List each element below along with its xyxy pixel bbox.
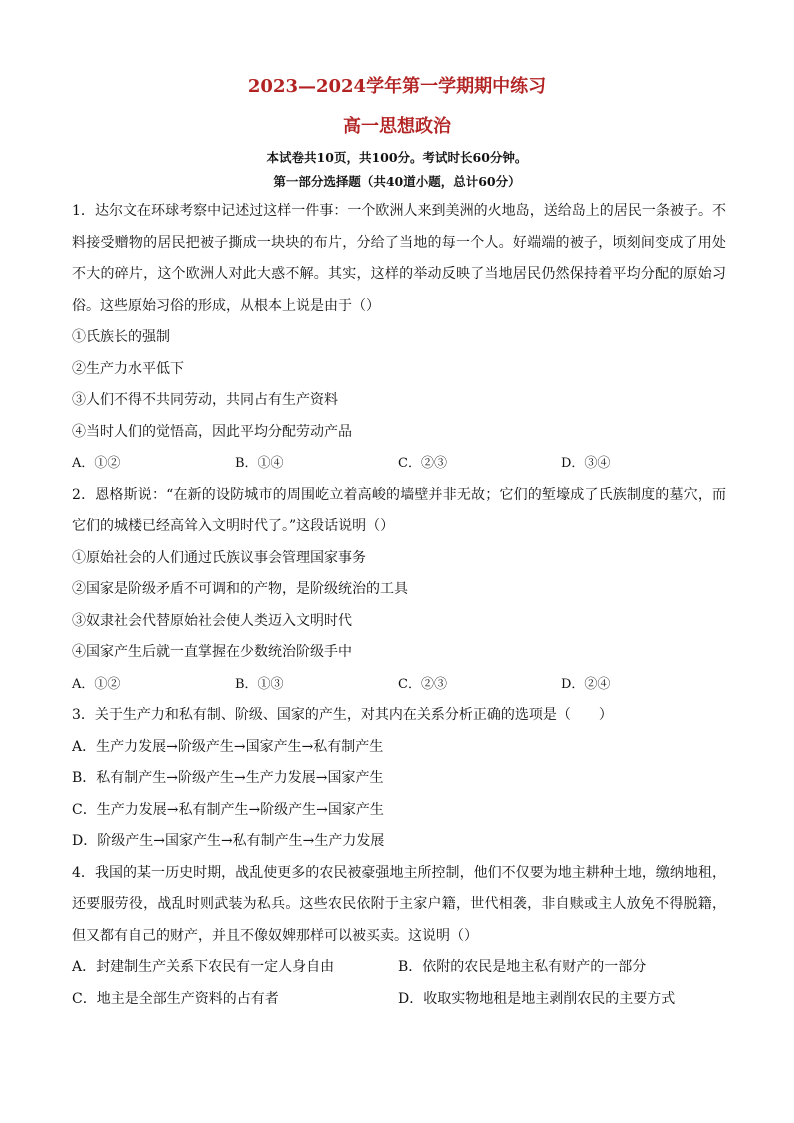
part-heading: 第一部分选择题（共40道小题，总计60分） [273,174,521,189]
option-b: B．①③ [235,676,284,692]
exam-info: 本试卷共10页，共100分。考试时长60分钟。 [266,150,528,165]
question-2 [72,480,726,701]
statement: ①氏族长的强制 [72,329,170,345]
option-d: D．阶级产生→国家产生→私有制产生→生产力发展 [72,833,385,849]
option-c: C．生产力发展→私有制产生→阶级产生→国家产生 [72,801,384,818]
option-d: D．②④ [561,676,611,692]
exam-title: 2023—2024学年第一学期期中练习 [247,76,547,97]
question-1 [72,196,726,480]
question-list [72,196,726,1015]
subject-title: 高一思想政治 [343,116,451,137]
statement: ④国家产生后就一直掌握在少数统治阶级手中 [72,644,352,660]
question-stem: 2．恩格斯说：“在新的设防城市的周围屹立着高峻的墙壁并非无故；它们的堑壕成了氏族制度的墓穴，而它们的城楼已经高耸入文明时代了。”这段话说明（） [72,486,726,534]
option-d: D．③④ [561,456,611,471]
option-grid [72,952,726,1015]
statement: ③奴隶社会代替原始社会使人类迈入文明时代 [72,612,352,629]
option-d: D．收取实物地租是地主剥削农民的主要方式 [398,990,676,1007]
question-stem: 4．我国的某一历史时期，战乱使更多的农民被豪强地主所控制，他们不仅要为地主耕种土地，缴纳地租，还要服劳役，战乱时则武装为私兵。这些农民依附于主家户籍，世代相袭，非自赎或主人放免不得脱籍，但又都有自己的财产，并且不像奴婢那样可以被买卖。这说明（） [72,864,726,944]
option-b: B．①④ [235,456,284,471]
question-3 [72,700,726,858]
statement: ①原始社会的人们通过氏族议事会管理国家事务 [72,549,366,566]
option-row [72,669,726,701]
option-b: B．私有制产生→阶级产生→生产力发展→国家产生 [72,770,384,786]
statement: ④当时人们的觉悟高，因此平均分配劳动产品 [72,423,352,440]
option-b: B．依附的农民是地主私有财产的一部分 [398,959,647,975]
question-4 [72,858,726,1016]
option-a: A．生产力发展→阶级产生→国家产生→私有制产生 [72,738,384,755]
statement: ③人们不得不共同劳动，共同占有生产资料 [72,392,338,408]
question-stem: 1．达尔文在环球考察中记述过这样一件事：一个欧洲人来到美洲的火地岛，送给岛上的居民一条被子。不料接受赠物的居民把被子撕成一块块的布片，分给了当地的每一个人。好端端的被子，顷刻间变成了用处不大的碎片，这个欧洲人对此大惑不解。其实，这样的举动反映了当地居民仍然保持着平均分配的原始习俗。这些原始习俗的形成，从根本上说是由于（） [72,203,726,314]
statement: ②生产力水平低下 [72,360,184,377]
option-c: C．②③ [398,456,447,471]
option-a: A．①② [72,456,121,471]
statement: ②国家是阶级矛盾不可调和的产物，是阶级统治的工具 [72,581,408,597]
option-row [72,448,726,480]
option-a: A．封建制生产关系下农民有一定人身自由 [72,959,335,975]
option-a: A．①② [72,676,121,692]
option-c: C．②③ [398,676,447,692]
question-stem: 3．关于生产力和私有制、阶级、国家的产生，对其内在关系分析正确的选项是（ ） [72,707,613,723]
option-c: C．地主是全部生产资料的占有者 [72,990,279,1007]
